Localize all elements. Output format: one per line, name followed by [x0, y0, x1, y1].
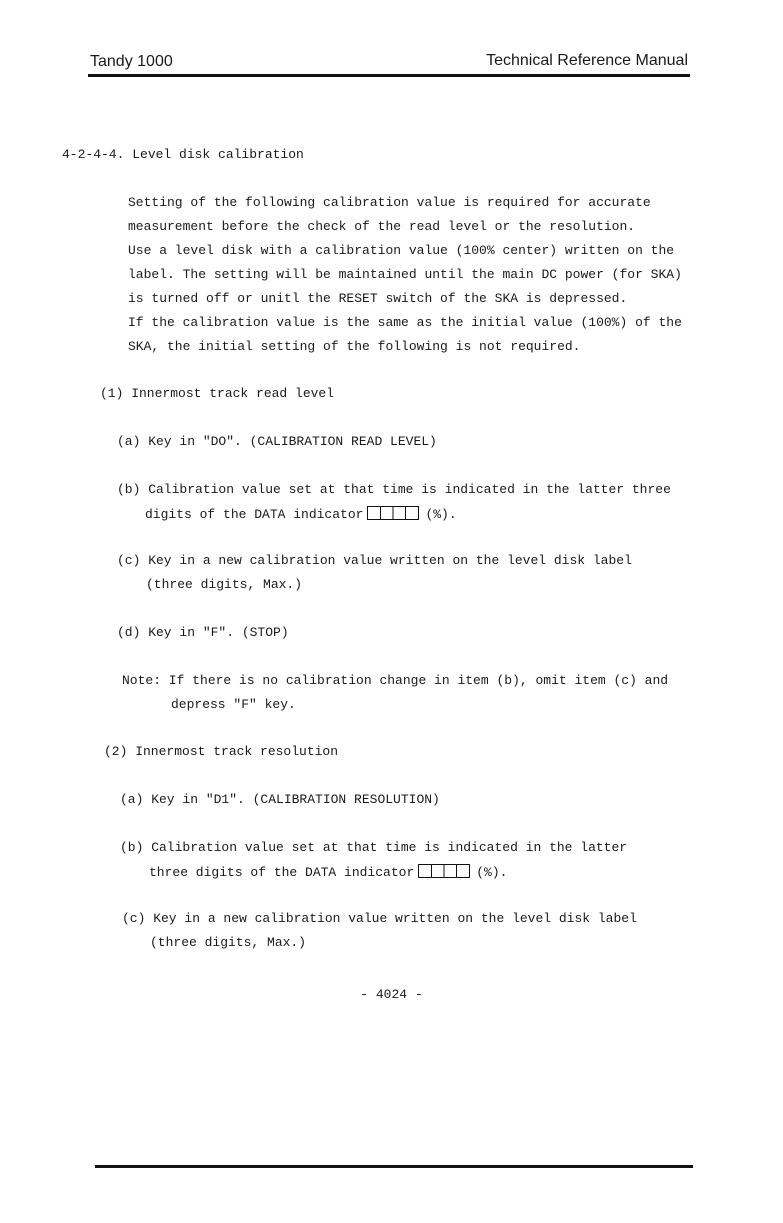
step2-item-b-line2	[149, 864, 507, 881]
intro-line: SKA, the initial setting of the following is not required.	[128, 339, 581, 354]
intro-line: Setting of the following calibration value is required for accurate	[128, 195, 651, 210]
page-header	[88, 50, 690, 74]
intro-line: If the calibration value is the same as the initial value (100%) of the	[128, 315, 682, 330]
step1-note-line2: depress "F" key.	[171, 697, 296, 712]
data-indicator-boxes-icon	[367, 506, 419, 520]
intro-line: measurement before the check of the read level or the resolution.	[128, 219, 636, 234]
step2-item-c-line2: (three digits, Max.)	[150, 935, 307, 950]
step2-item-b-line1: (b) Calibration value set at that time is indicated in the latter	[120, 840, 628, 855]
step1-item-d: (d) Key in "F". (STOP)	[117, 625, 289, 640]
step1-item-b-line2	[145, 506, 457, 523]
step1-item-a: (a) Key in "DO". (CALIBRATION READ LEVEL)	[117, 434, 437, 449]
step1-note-line1: Note: If there is no calibration change in item (b), omit item (c) and	[122, 673, 669, 688]
data-indicator-boxes-icon	[418, 864, 470, 878]
step1-item-b-line1: (b) Calibration value set at that time is indicated in the latter three	[117, 482, 671, 497]
intro-line: Use a level disk with a calibration value (100% center) written on the	[128, 243, 675, 258]
header-product: Tandy 1000	[90, 53, 173, 70]
intro-line: label. The setting will be maintained until the main DC power (for SKA)	[128, 267, 682, 282]
footer-rule	[95, 1165, 693, 1168]
step1-item-b-text: digits of the DATA indicator	[145, 507, 364, 522]
header-manual-title: Technical Reference Manual	[486, 52, 688, 69]
step2-item-b-unit: (%).	[476, 865, 508, 880]
intro-line: is turned off or unitl the RESET switch of the SKA is depressed.	[128, 291, 628, 306]
page-number: - 4024 -	[360, 987, 423, 1002]
step2-item-a: (a) Key in "D1". (CALIBRATION RESOLUTION)	[120, 792, 440, 807]
step2-title: (2) Innermost track resolution	[104, 744, 339, 759]
step1-item-b-unit: (%).	[425, 507, 457, 522]
step1-title: (1) Innermost track read level	[100, 386, 335, 401]
header-rule	[88, 74, 690, 77]
step1-item-c-line1: (c) Key in a new calibration value written on the level disk label	[117, 553, 632, 568]
step1-item-c-line2: (three digits, Max.)	[146, 577, 303, 592]
step2-item-b-text: three digits of the DATA indicator	[149, 865, 415, 880]
step2-item-c-line1: (c) Key in a new calibration value written on the level disk label	[122, 911, 637, 926]
section-title: 4-2-4-4. Level disk calibration	[62, 147, 304, 162]
